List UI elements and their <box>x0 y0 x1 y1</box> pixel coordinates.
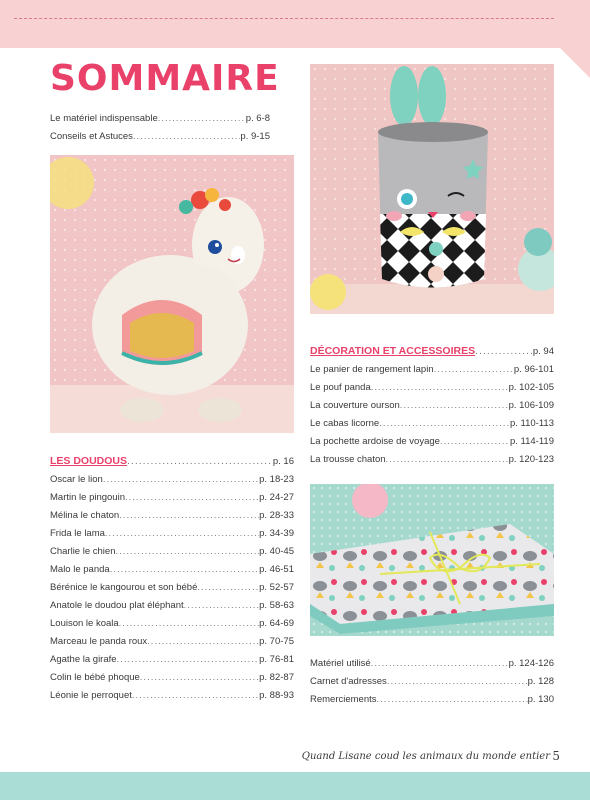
page-title: SOMMAIRE <box>50 58 280 99</box>
toc-entry[interactable] <box>310 433 554 451</box>
toc-leader <box>125 489 259 507</box>
toc-leader <box>400 397 509 415</box>
section-heading-label: LES DOUDOUS <box>50 455 128 467</box>
toc-entry[interactable] <box>310 379 554 397</box>
toc-leader <box>371 655 509 673</box>
toc-entry-label: Louison le koala <box>50 618 119 629</box>
toc-entry-label: Le matériel indispensable <box>50 113 158 124</box>
toc-leader <box>117 651 260 669</box>
toc-entry[interactable] <box>50 651 294 669</box>
toc-entry-page: p. 120-123 <box>508 454 554 465</box>
toc-leader <box>110 561 259 579</box>
toc-leader <box>115 543 259 561</box>
toc-entry[interactable] <box>50 128 270 146</box>
toc-entry-page: p. 24-27 <box>259 492 294 503</box>
toc-leader <box>103 471 259 489</box>
toc-leader <box>133 128 241 146</box>
toc-leader <box>132 687 259 705</box>
toc-entry-page: p. 110-113 <box>509 418 554 429</box>
toc-entry[interactable] <box>310 361 554 379</box>
toc-leader <box>475 342 533 360</box>
section-heading-doudous[interactable] <box>50 452 294 470</box>
toc-entry-page: p. 88-93 <box>259 690 294 701</box>
toc-entry-label: Frida le lama <box>50 528 105 539</box>
toc-leader <box>140 669 259 687</box>
pouch-photo <box>310 484 554 636</box>
bunny-basket-photo <box>310 64 554 314</box>
toc-entry-page: p. 76-81 <box>259 654 294 665</box>
toc-entry-label: Marceau le panda roux <box>50 636 148 647</box>
toc-entry-page: p. 46-51 <box>259 564 294 575</box>
toc-entry-label: Le pouf panda <box>310 382 371 393</box>
toc-entry[interactable] <box>50 489 294 507</box>
toc-leader <box>386 451 509 469</box>
toc-leader <box>158 110 246 128</box>
toc-entry-label: Mélina le chaton <box>50 510 120 521</box>
toc-entry-page: p. 58-63 <box>259 600 294 611</box>
toc-leader <box>434 361 514 379</box>
toc-leader <box>105 525 259 543</box>
toc-entry[interactable] <box>50 687 294 705</box>
toc-entry[interactable] <box>50 543 294 561</box>
toc-entry[interactable] <box>50 471 294 489</box>
toc-leader <box>440 433 510 451</box>
toc-entry-label: Charlie le chien <box>50 546 116 557</box>
toc-entry-page: p. 18-23 <box>259 474 294 485</box>
toc-entry-label: Léonie le perroquet <box>50 690 132 701</box>
toc-entry-page: p. 102-105 <box>508 382 554 393</box>
toc-leader <box>387 673 528 691</box>
toc-entry[interactable] <box>310 655 554 673</box>
top-band <box>0 0 590 48</box>
toc-entry-label: Malo le panda <box>50 564 110 575</box>
toc-entry-page: p. 114-119 <box>509 436 554 447</box>
toc-entry-label: Colin le bébé phoque <box>50 672 140 683</box>
section-heading-label: DÉCORATION ET ACCESSOIRES <box>310 345 476 357</box>
toc-entry[interactable] <box>310 397 554 415</box>
toc-entry[interactable] <box>50 561 294 579</box>
toc-entry[interactable] <box>50 507 294 525</box>
toc-entry[interactable] <box>310 691 554 709</box>
toc-entry[interactable] <box>50 597 294 615</box>
toc-entry[interactable] <box>50 615 294 633</box>
toc-entry[interactable] <box>50 633 294 651</box>
toc-leader <box>127 452 273 470</box>
toc-entry-page: p. 28-33 <box>259 510 294 521</box>
toc-entry-label: La couverture ourson <box>310 400 400 411</box>
page-number: 5 <box>552 749 560 763</box>
toc-entry-page: p. 128 <box>527 676 554 687</box>
toc-leader <box>197 579 259 597</box>
toc-leader <box>377 691 528 709</box>
toc-entry-label: Carnet d'adresses <box>310 676 387 687</box>
toc-entry-page: p. 9-15 <box>240 131 270 142</box>
corner-fold <box>560 48 590 78</box>
bottom-band <box>0 772 590 800</box>
toc-entry-label: Le cabas licorne <box>310 418 380 429</box>
toc-leader <box>119 507 259 525</box>
llama-photo <box>50 155 294 433</box>
toc-entry[interactable] <box>50 110 270 128</box>
toc-entry[interactable] <box>50 579 294 597</box>
toc-entry-label: Le panier de rangement lapin <box>310 364 434 375</box>
toc-entry[interactable] <box>310 415 554 433</box>
toc-entry-label: Oscar le lion <box>50 474 103 485</box>
toc-leader <box>379 415 510 433</box>
toc-entry[interactable] <box>310 673 554 691</box>
toc-leader <box>184 597 259 615</box>
toc-entry-page: p. 52-57 <box>259 582 294 593</box>
toc-entry[interactable] <box>50 525 294 543</box>
toc-entry-page: p. 106-109 <box>508 400 554 411</box>
toc-entry-label: Martin le pingouin <box>50 492 125 503</box>
toc-entry-label: Bérénice le kangourou et son bébé <box>50 582 198 593</box>
toc-entry-label: La trousse chaton <box>310 454 386 465</box>
toc-entry-page: p. 34-39 <box>259 528 294 539</box>
toc-entry-page: p. 40-45 <box>259 546 294 557</box>
toc-entry-page: p. 124-126 <box>508 658 554 669</box>
toc-entry-page: p. 82-87 <box>259 672 294 683</box>
toc-leader <box>371 379 509 397</box>
toc-entry-label: Remerciements <box>310 694 377 705</box>
toc-entry-page: p. 70-75 <box>259 636 294 647</box>
toc-entry-label: Matériel utilisé <box>310 658 371 669</box>
toc-entry-page: p. 6-8 <box>245 113 270 124</box>
toc-entry[interactable] <box>50 669 294 687</box>
toc-entry-label: La pochette ardoise de voyage <box>310 436 440 447</box>
section-heading-page: p. 94 <box>532 346 554 357</box>
section-heading-page: p. 16 <box>272 456 294 467</box>
toc-entry-label: Conseils et Astuces <box>50 131 133 142</box>
toc-entry-label: Agathe la girafe <box>50 654 117 665</box>
toc-entry-page: p. 64-69 <box>259 618 294 629</box>
section-heading-decoration[interactable] <box>310 342 554 360</box>
toc-entry-label: Anatole le doudou plat éléphant <box>50 600 184 611</box>
toc-entry[interactable] <box>310 451 554 469</box>
toc-leader <box>119 615 259 633</box>
toc-entry-page: p. 130 <box>527 694 554 705</box>
toc-entry-page: p. 96-101 <box>513 364 554 375</box>
top-dashed-rule <box>14 18 554 19</box>
running-footer: Quand Lisane coud les animaux du monde entier <box>301 751 550 762</box>
toc-leader <box>147 633 259 651</box>
